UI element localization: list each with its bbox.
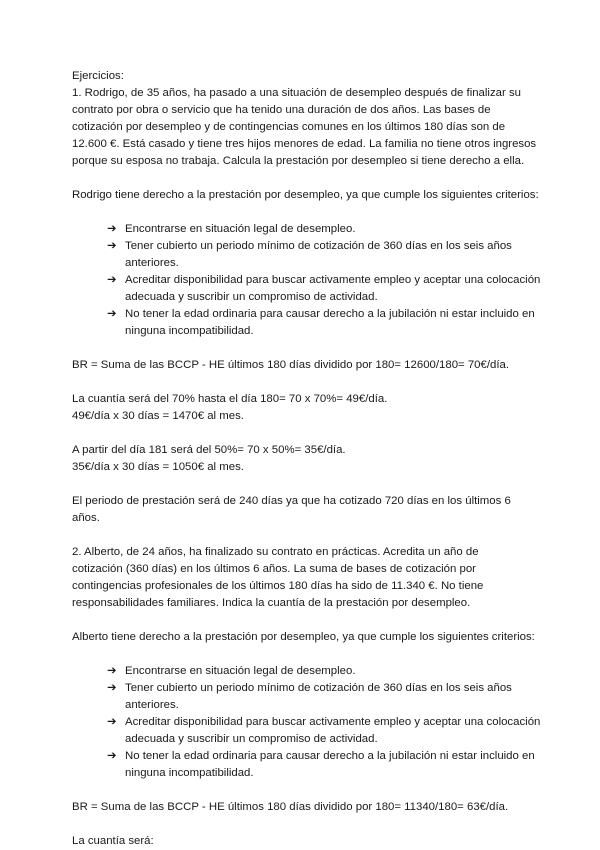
criteria-item xyxy=(107,680,528,714)
criteria-item xyxy=(107,663,528,680)
criteria-text: Tener cubierto un periodo mínimo de cotización de 360 días en los seis años xyxy=(125,240,512,252)
criteria-text: ninguna incompatibilidad. xyxy=(125,325,254,337)
criteria-text: Acreditar disponibilidad para buscar activamente empleo y aceptar una colocación xyxy=(125,274,541,286)
exercise1-statement-line: contrato por obra o servicio que ha tenido una duración de dos años. Las bases de xyxy=(72,104,491,116)
exercise2-criteria-list xyxy=(72,663,541,782)
exercise1-statement-line: 1. Rodrigo, de 35 años, ha pasado a una situación de desempleo después de finalizar su xyxy=(72,87,521,99)
criteria-text: anteriores. xyxy=(125,699,179,711)
criteria-item xyxy=(107,221,528,238)
criteria-item xyxy=(107,306,535,340)
exercise1-statement xyxy=(72,85,537,170)
arrow-bullet-icon: ➔ xyxy=(107,240,117,252)
exercise2-statement xyxy=(72,544,528,612)
exercise1-criteria-list xyxy=(72,221,541,340)
heading: Ejercicios: xyxy=(72,70,124,82)
arrow-bullet-icon: ➔ xyxy=(107,682,117,694)
arrow-bullet-icon: ➔ xyxy=(107,308,117,320)
exercise1-statement-line: 12.600 €. Está casado y tiene tres hijos menores de edad. La familia no tiene otros ingresos xyxy=(72,138,537,150)
arrow-bullet-icon: ➔ xyxy=(107,750,117,762)
exercise1-periodo: años. xyxy=(72,512,100,524)
criteria-item xyxy=(107,748,535,782)
criteria-text: No tener la edad ordinaria para causar derecho a la jubilación ni estar incluido en xyxy=(125,308,535,320)
criteria-item xyxy=(107,714,541,748)
criteria-text: adecuada y suscribir un compromiso de actividad. xyxy=(125,733,378,745)
exercise2-statement-line: 2. Alberto, de 24 años, ha finalizado su contrato en prácticas. Acredita un año de xyxy=(72,546,479,558)
exercise2-intro: Alberto tiene derecho a la prestación por desempleo, ya que cumple los siguientes criterios: xyxy=(72,631,535,643)
exercise1-cuantia-70: La cuantía será del 70% hasta el día 180= 70 x 70%= 49€/día. xyxy=(72,393,388,405)
criteria-text: Tener cubierto un periodo mínimo de cotización de 360 días en los seis años xyxy=(125,682,512,694)
arrow-bullet-icon: ➔ xyxy=(107,274,117,286)
criteria-text: anteriores. xyxy=(125,257,179,269)
arrow-bullet-icon: ➔ xyxy=(107,665,117,677)
exercise1-cuantia-70-monthly: 49€/día x 30 días = 1470€ al mes. xyxy=(72,410,244,422)
exercise1-intro: Rodrigo tiene derecho a la prestación por desempleo, ya que cumple los siguientes criterios: xyxy=(72,189,539,201)
exercise1-periodo: El periodo de prestación será de 240 días ya que ha cotizado 720 días en los últimos 6 xyxy=(72,495,511,507)
exercise1-statement-line: cotización por desempleo y de contingencias comunes en los últimos 180 días son de xyxy=(72,121,506,133)
exercise2-statement-line: cotización (360 días) en los últimos 6 años. La suma de bases de cotización por xyxy=(72,563,476,575)
criteria-text: ninguna incompatibilidad. xyxy=(125,767,254,779)
criteria-text: No tener la edad ordinaria para causar derecho a la jubilación ni estar incluido en xyxy=(125,750,535,762)
exercise1-statement-line: porque su esposa no trabaja. Calcula la prestación por desempleo si tiene derecho a ella. xyxy=(72,155,525,167)
exercise1-cuantia-50-monthly: 35€/día x 30 días = 1050€ al mes. xyxy=(72,461,244,473)
exercise2-br-formula: BR = Suma de las BCCP - HE últimos 180 días dividido por 180= 11340/180= 63€/día. xyxy=(72,801,509,813)
criteria-text: Encontrarse en situación legal de desempleo. xyxy=(125,665,356,677)
arrow-bullet-icon: ➔ xyxy=(107,716,117,728)
exercise2-statement-line: contingencias profesionales de los últimos 180 días ha sido de 11.340 €. No tiene xyxy=(72,580,484,592)
criteria-item xyxy=(107,238,528,272)
exercise1-br-formula: BR = Suma de las BCCP - HE últimos 180 días dividido por 180= 12600/180= 70€/día. xyxy=(72,359,510,371)
exercise2-cuantia: La cuantía será: xyxy=(72,835,154,847)
exercise1-cuantia-50: A partir del día 181 será del 50%= 70 x 50%= 35€/día. xyxy=(72,444,346,456)
arrow-bullet-icon: ➔ xyxy=(107,223,117,235)
criteria-item xyxy=(107,272,541,306)
criteria-text: Encontrarse en situación legal de desempleo. xyxy=(125,223,356,235)
criteria-text: Acreditar disponibilidad para buscar activamente empleo y aceptar una colocación xyxy=(125,716,541,728)
exercise2-statement-line: responsabilidades familiares. Indica la cuantía de la prestación por desempleo. xyxy=(72,597,471,609)
criteria-text: adecuada y suscribir un compromiso de actividad. xyxy=(125,291,378,303)
